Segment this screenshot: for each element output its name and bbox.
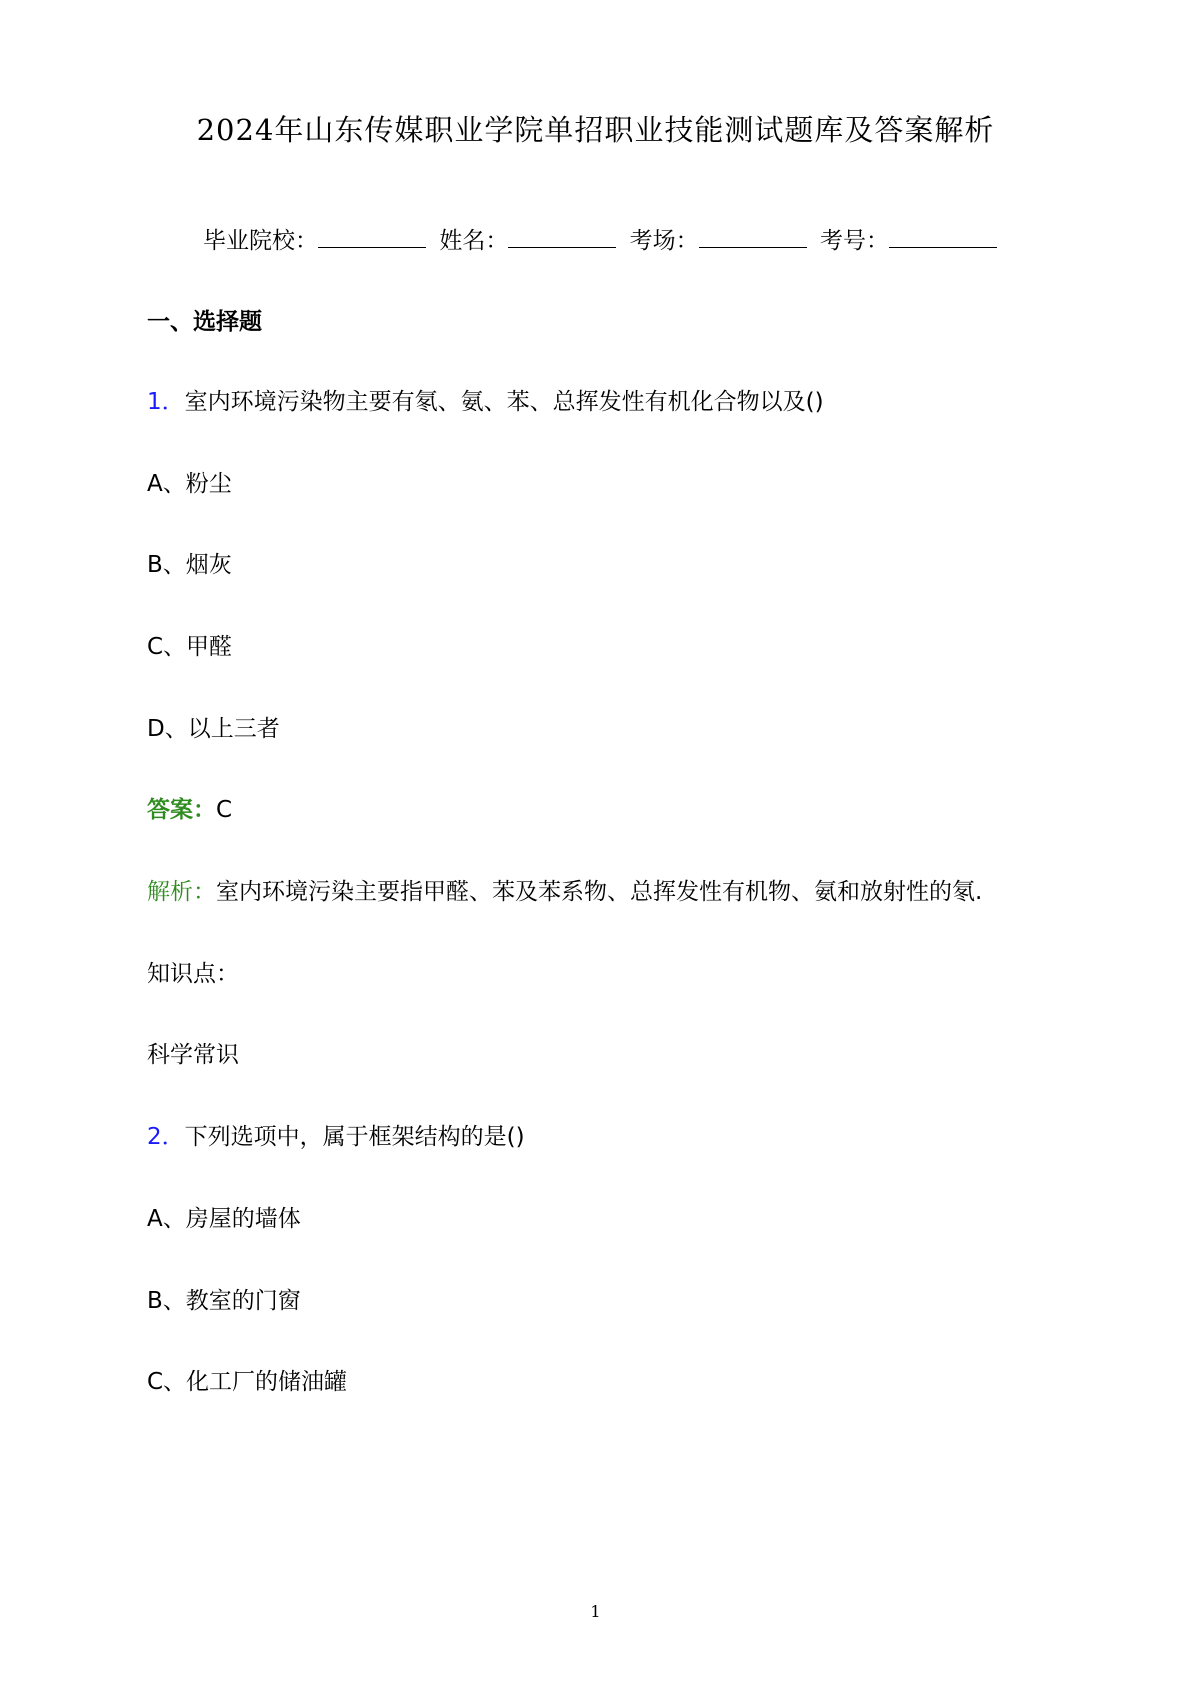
question-text: 室内环境污染物主要有氡、氨、苯、总挥发性有机化合物以及() <box>184 389 824 415</box>
question-number: 2． <box>147 1124 185 1150</box>
question-text: 下列选项中，属于框架结构的是() <box>184 1124 525 1150</box>
analysis-text: 室内环境污染主要指甲醛、苯及苯系物、总挥发性有机物、氨和放射性的氡. <box>216 879 983 905</box>
q2-option-a: A、房屋的墙体 <box>147 1206 301 1232</box>
question-1 <box>147 383 824 416</box>
document-title: 2024年山东传媒职业学院单招职业技能测试题库及答案解析 <box>196 113 995 147</box>
name-blank <box>508 227 616 248</box>
q1-analysis <box>147 873 982 906</box>
q1-option-d: D、以上三者 <box>147 716 280 742</box>
q2-option-b: B、教室的门窗 <box>147 1288 301 1314</box>
room-blank <box>699 227 807 248</box>
answer-value: C <box>216 797 233 823</box>
number-label: 考号： <box>819 228 889 254</box>
q1-answer <box>147 791 232 824</box>
q1-option-c: C、甲醛 <box>147 634 233 660</box>
question-number: 1． <box>147 389 185 415</box>
school-blank <box>318 227 426 248</box>
page-number: 1 <box>590 1602 601 1621</box>
q1-knowledge-value: 科学常识 <box>147 1042 239 1068</box>
section-title: 一、选择题 <box>147 309 262 335</box>
school-label: 毕业院校： <box>203 228 318 254</box>
name-label: 姓名： <box>439 228 509 254</box>
q2-option-c: C、化工厂的储油罐 <box>147 1369 348 1395</box>
answer-label: 答案： <box>147 797 216 823</box>
q1-option-b: B、烟灰 <box>147 552 232 578</box>
q1-knowledge-label: 知识点： <box>147 961 239 987</box>
exam-info-line <box>203 222 1003 255</box>
room-label: 考场： <box>629 228 699 254</box>
analysis-label: 解析： <box>147 879 216 905</box>
number-blank <box>889 227 997 248</box>
question-2 <box>147 1118 525 1151</box>
q1-option-a: A、粉尘 <box>147 471 232 497</box>
